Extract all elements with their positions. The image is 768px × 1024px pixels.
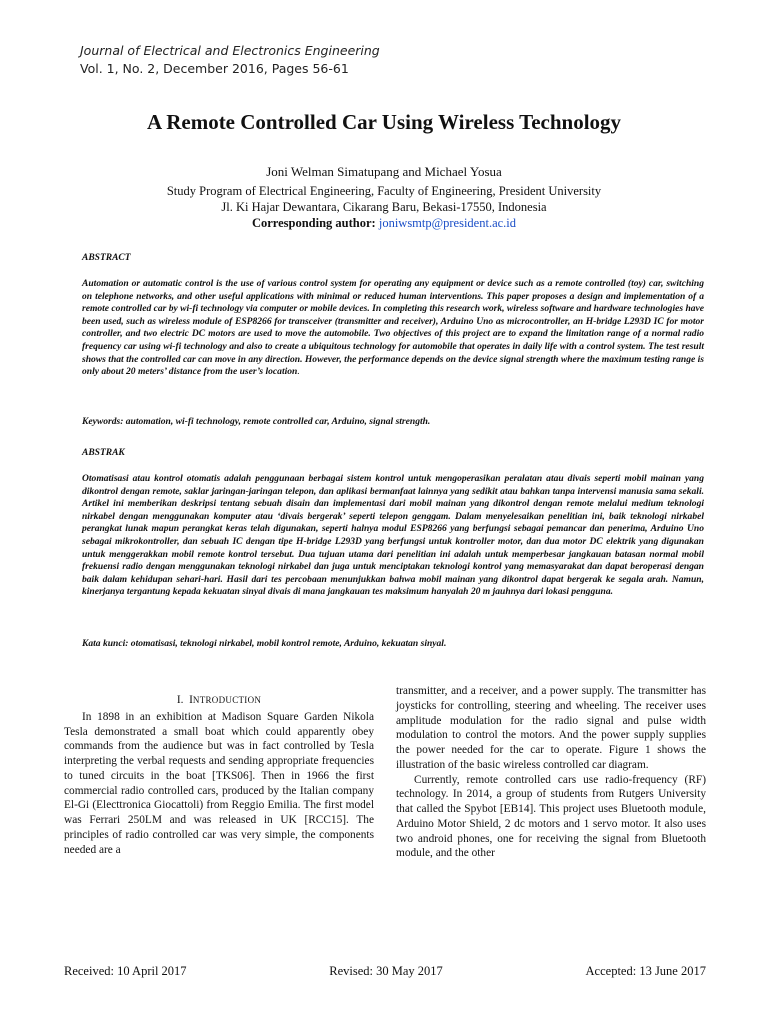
author-names: Joni Welman Simatupang and Michael Yosua bbox=[266, 164, 502, 179]
abstrak-heading: ABSTRAK bbox=[82, 448, 125, 458]
right-column bbox=[396, 684, 706, 861]
section-numeral: I. bbox=[176, 694, 184, 706]
intro-paragraph-2: Currently, remote controlled cars use radio-frequency (RF) technology. In 2014, a group of students from Rutgers University that called the Spybot [EB14]. This project uses Bluetooth module, Arduino Motor Shield, 2 dc motors and 1 servo motor. It also uses two android phones, one for receiving the signal from Bluetooth module, and the other bbox=[396, 773, 706, 860]
accepted-date: Accepted: 13 June 2017 bbox=[585, 964, 706, 978]
left-column bbox=[64, 693, 374, 857]
section-heading-introduction bbox=[64, 693, 374, 708]
abstract-keywords: Keywords: automation, wi-fi technology, remote controlled car, Arduino, signal strength. bbox=[82, 416, 431, 427]
abstrak-keywords: Kata kunci: otomatisasi, teknologi nirkabel, mobil kontrol remote, Arduino, kekuatan sinyal. bbox=[82, 638, 447, 649]
abstract-text: Automation or automatic control is the use of various control system for operating any equipment or device such as a remote controlled (toy) car, switching on telephone networks, and other useful applications with minimal or reduced human interventions. This paper proposes a design and implementation of a remote controlled car by wi-fi technology via computer or mobile devices. In completing this research work, wireless software and hardware technologies have been used, such as wireless module of ESP8266 for transceiver (transmitter and receiver), Arduino Uno as microcontroller, an H-bridge L293D IC for motor controller, and two electric DC motors are used to move the automobile. Two objectives of this project are to expand the limitation range of a normal radio frequency car using wi-fi technology and also to create a ubiquitous technology for automobile that operates in daily life with a control system. The test result shows that the controlled car can move in any direction. However, the performance depends on the device signal strength where the maximum testing range is only about 20 meters’ distance from the user’s location bbox=[82, 278, 704, 378]
section-title-rest: NTRODUCTION bbox=[192, 695, 262, 705]
abstract-end: . bbox=[297, 366, 300, 378]
intro-paragraph-1-continued: transmitter, and a receiver, and a power supply. The transmitter has joysticks for controlling, steering and wheeling. The receiver uses amplitude modulation for the radio signal and pulse width modulation to control the motors. And the power supply supplies the power needed for the car to operate. Figure 1 shows the illustration of the basic wireless controlled car diagram. bbox=[396, 685, 706, 771]
abstract-body bbox=[82, 278, 704, 379]
author-affiliation: Study Program of Electrical Engineering, Faculty of Engineering, President University bbox=[166, 184, 602, 198]
corresponding-author bbox=[0, 215, 768, 231]
author-block bbox=[0, 164, 768, 231]
paper-title: A Remote Controlled Car Using Wireless Technology bbox=[146, 110, 622, 134]
author-email-link[interactable]: joniwsmtp@president.ac.id bbox=[378, 216, 517, 230]
author-address: Jl. Ki Hajar Dewantara, Cikarang Baru, Bekasi-17550, Indonesia bbox=[221, 200, 547, 214]
intro-paragraph-1: In 1898 in an exhibition at Madison Square Garden Nikola Tesla demonstrated a small boat which could apparently obey commands from the audience but was in fact controlled by Tesla interpreting the verbal requests and sending appropriate frequencies to tuned circuits in the boat [TKS06]. Then in 1966 the first commercial radio controlled cars, produced by the Italian company El-Gi (Electtronica Giocattoli) from Reggio Emilia. The first model was Ferrari 250LM and was released in UK [RCC15]. The principles of radio controlled car was very simple, the components needed are a bbox=[64, 710, 374, 856]
submission-dates bbox=[64, 964, 706, 979]
section-title-first: I bbox=[189, 694, 193, 706]
received-date: Received: 10 April 2017 bbox=[64, 964, 187, 978]
journal-header bbox=[80, 42, 680, 78]
revised-date: Revised: 30 May 2017 bbox=[329, 964, 443, 978]
journal-name: Journal of Electrical and Electronics Engineering bbox=[80, 43, 380, 58]
abstrak-body: Otomatisasi atau kontrol otomatis adalah penggunaan berbagai sistem kontrol untuk mengoperasikan peralatan atau divais seperti mobil mainan yang dikontrol dengan remote, saklar jaringan-jaringan telepon, dan aplikasi bermanfaat lainnya yang sedikit atau bahkan tanpa intervensi manusia sama sekali. Artikel ini memberikan deskripsi tentang sebuah disain dan implementasi dari mobil mainan yang dikontrol dengan remote melalui medium teknologi nirkabel dengan menggunakan komputer atau ‘divais bergerak’ seperti telepon genggam. Dalam menyelesaikan penelitian ini, baik teknologi nirkabel perangkat lunak mapun perangkat keras telah digunakan, seperti halnya modul ESP8266 yang berfungsi sebagai pemancar dan penerima, Arduino Uno sebagai mikrokontroller, dan sebuah IC dengan tipe H-bridge L293D yang berfungsi untuk kontroller motor, dan dua motor DC elektrik yang digunakan untuk menggerakkan mobil remote kontrol tersebut. Dua tujuan utama dari penelitian ini adalah untuk memperbesar jangkauan batasan normal mobil frekuensi radio dengan menggunakan teknologi nirkabel dan juga untuk menciptakan teknologi kontrol yang memasyarakat dan dapat beroperasi dengan baik dalam kehidupan sehari-hari. Hasil dari tes percobaan menunjukkan bahwa mobil mainan yang dikontrol dapat bergerak ke segala arah. Namun, kinerjanya tergantung kepada kekuatan sinyal divais di mana jangkauan tes maksimum hanyalah 20 m jauhnya dari lokasi pengguna. bbox=[82, 473, 704, 598]
corresponding-label: Corresponding author: bbox=[251, 216, 376, 230]
journal-volume: Vol. 1, No. 2, December 2016, Pages 56-61 bbox=[80, 61, 349, 76]
abstract-heading: ABSTRACT bbox=[82, 253, 131, 263]
